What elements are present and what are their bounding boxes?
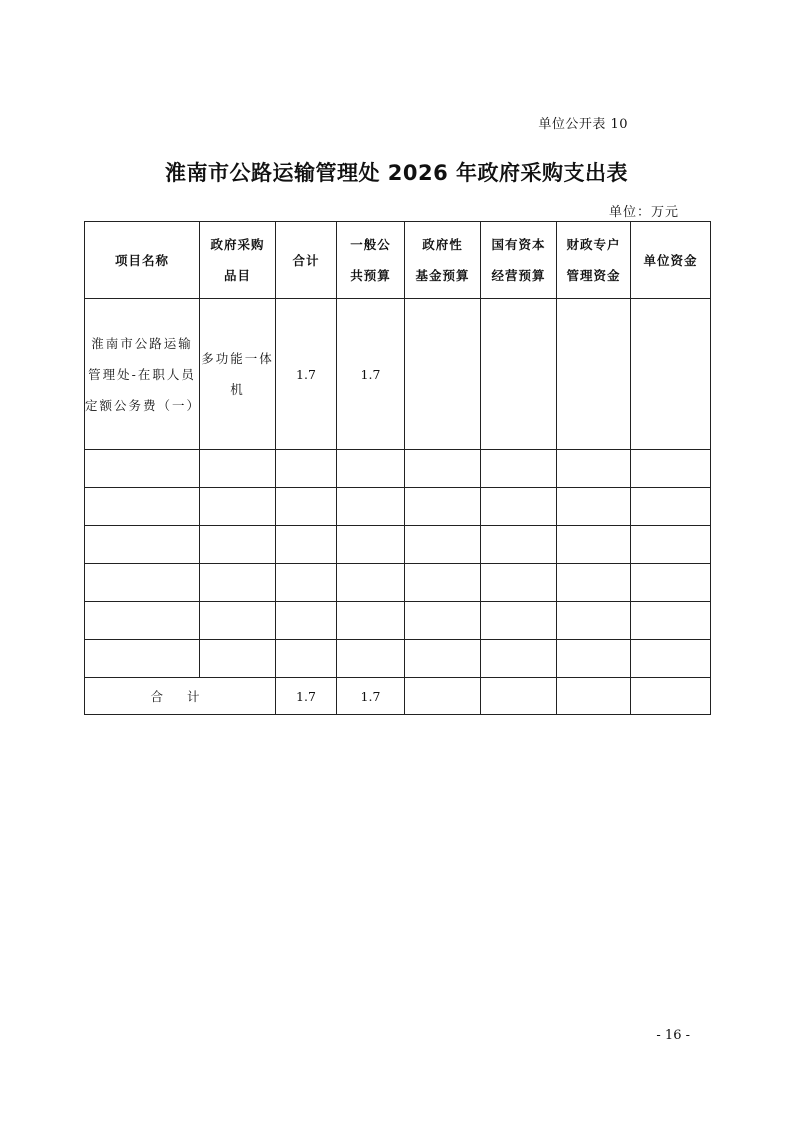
unit-label: 单位：万元 [608,205,679,220]
page-number: - 16 - [656,1028,690,1043]
header-row [85,222,711,299]
project-name-cell: 淮南市公路运输管理处-在职人员定额公务费（一） [85,299,200,450]
header-unit-funds: 单位资金 [631,222,711,299]
total-cell: 1.7 [276,299,337,450]
empty-row [85,564,711,602]
table-number: 单位公开表 10 [538,117,628,132]
total-row-total: 1.7 [276,678,337,715]
empty-row [85,526,711,564]
empty-row [85,488,711,526]
header-gov-fund: 政府性 基金预算 [405,222,481,299]
table-row [85,299,711,450]
procurement-table [84,221,711,715]
gov-fund-cell [405,299,481,450]
empty-row [85,602,711,640]
header-special-account: 财政专户 管理资金 [557,222,631,299]
state-capital-cell [481,299,557,450]
page-title: 淮南市公路运输管理处 2026 年政府采购支出表 [164,161,629,185]
total-row-general-budget: 1.7 [337,678,405,715]
special-account-cell [557,299,631,450]
header-total: 合计 [276,222,337,299]
header-project-name: 项目名称 [85,222,200,299]
total-row-label: 合 计 [85,678,276,715]
empty-row [85,450,711,488]
header-general-budget: 一般公 共预算 [337,222,405,299]
unit-funds-cell [631,299,711,450]
general-budget-cell: 1.7 [337,299,405,450]
header-state-capital: 国有资本 经营预算 [481,222,557,299]
empty-row [85,640,711,678]
total-row [85,678,711,715]
header-procurement-item: 政府采购 品目 [200,222,276,299]
procurement-item-cell: 多功能一体机 [200,299,276,450]
